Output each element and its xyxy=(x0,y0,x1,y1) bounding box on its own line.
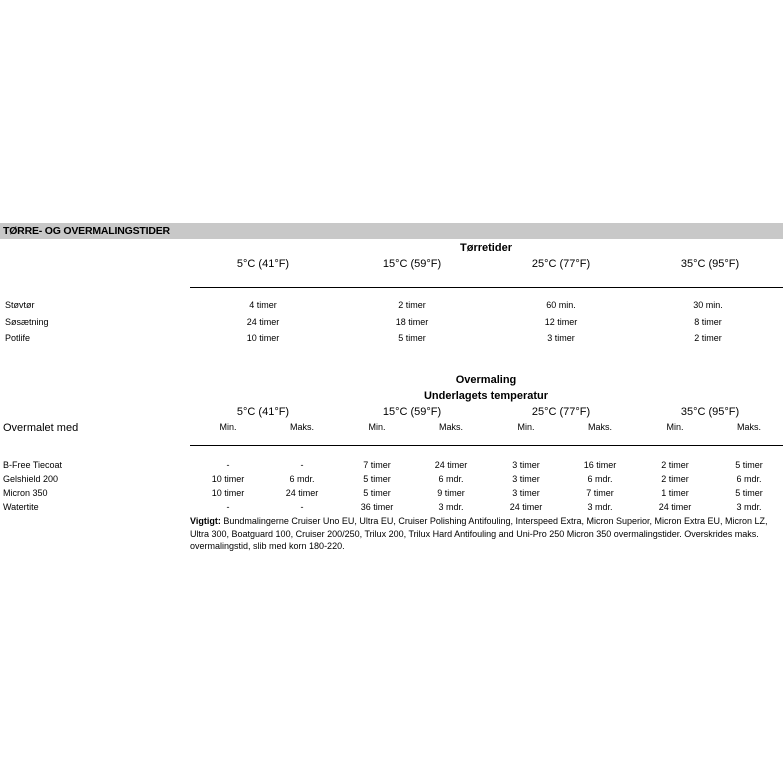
note-text: Bundmalingerne Cruiser Uno EU, Ultra EU, Cruiser Polishing Antifouling, Interspeed Extra, Micron Superior, Micron Extra EU, Micron LZ, Ultra 300, Boatguard 100, Cruiser 200/250, Trilux 200, Trilux Hard Antifouling and Uni-Pro 250 Micron 350 overmalingstider. Overskrides maks. overmalingstid, slib med korn 180-220. xyxy=(190,516,768,551)
overcoat-cell: 6 mdr. xyxy=(736,474,762,484)
drying-row-label: Søsætning xyxy=(5,317,49,327)
overcoat-cell: 10 timer xyxy=(211,474,245,484)
drying-cell: 5 timer xyxy=(398,333,426,343)
max-header: Maks. xyxy=(438,422,464,432)
overcoat-subtitle: Underlagets temperatur xyxy=(423,390,549,402)
min-header: Min. xyxy=(219,422,237,432)
drying-cell: 12 timer xyxy=(544,317,578,327)
overcoat-row-label: Watertite xyxy=(3,502,39,512)
overcoat-temp-header: 15°C (59°F) xyxy=(382,406,442,418)
overcoat-cell: 16 timer xyxy=(583,460,617,470)
section-title: TØRRE- OG OVERMALINGSTIDER xyxy=(3,225,170,237)
drying-cell: 2 timer xyxy=(398,300,426,310)
overcoat-cell: 24 timer xyxy=(658,502,692,512)
overcoat-cell: 24 timer xyxy=(285,488,319,498)
overcoat-cell: 7 timer xyxy=(586,488,614,498)
drying-cell: 3 timer xyxy=(547,333,575,343)
overcoat-cell: 6 mdr. xyxy=(438,474,464,484)
drying-row-label: Støvtør xyxy=(5,300,35,310)
overcoat-temp-header: 25°C (77°F) xyxy=(531,406,591,418)
drying-temp-header: 25°C (77°F) xyxy=(531,258,591,270)
drying-cell: 30 min. xyxy=(693,300,723,310)
overcoat-cell: 5 timer xyxy=(735,460,763,470)
drying-temp-header: 35°C (95°F) xyxy=(680,258,740,270)
overcoat-cell: 24 timer xyxy=(434,460,468,470)
overcoat-cell: 3 timer xyxy=(512,460,540,470)
drying-temp-header: 15°C (59°F) xyxy=(382,258,442,270)
overcoat-row-label: B-Free Tiecoat xyxy=(3,460,63,470)
overcoat-cell: 1 timer xyxy=(661,488,689,498)
important-note xyxy=(190,515,783,553)
overcoat-cell: 7 timer xyxy=(363,460,391,470)
drying-temp-header: 5°C (41°F) xyxy=(236,258,290,270)
overcoat-cell: 3 mdr. xyxy=(736,502,762,512)
section-header-bar xyxy=(0,223,783,239)
drying-cell: 60 min. xyxy=(546,300,576,310)
overcoat-cell: 3 mdr. xyxy=(438,502,464,512)
overcoat-cell: - xyxy=(226,502,230,512)
overcoat-cell: 5 timer xyxy=(363,488,391,498)
drying-row-label: Potlife xyxy=(5,333,31,343)
drying-cell: 4 timer xyxy=(249,300,277,310)
overcoat-row-header: Overmalet med xyxy=(3,422,79,434)
min-header: Min. xyxy=(368,422,386,432)
overcoat-cell: 3 timer xyxy=(512,474,540,484)
min-header: Min. xyxy=(666,422,684,432)
overcoat-cell: 5 timer xyxy=(735,488,763,498)
overcoat-cell: 3 timer xyxy=(512,488,540,498)
overcoat-title: Overmaling xyxy=(455,374,517,386)
note-label: Vigtigt: xyxy=(190,516,221,526)
overcoat-cell: 24 timer xyxy=(509,502,543,512)
overcoat-cell: 9 timer xyxy=(437,488,465,498)
overcoat-cell: - xyxy=(300,460,304,470)
overcoat-cell: 5 timer xyxy=(363,474,391,484)
max-header: Maks. xyxy=(736,422,762,432)
max-header: Maks. xyxy=(289,422,315,432)
overcoat-cell: - xyxy=(300,502,304,512)
min-header: Min. xyxy=(517,422,535,432)
overcoat-cell: 6 mdr. xyxy=(587,474,613,484)
overcoat-cell: 2 timer xyxy=(661,474,689,484)
drying-header-divider xyxy=(190,287,783,288)
overcoat-cell: 3 mdr. xyxy=(587,502,613,512)
overcoat-row-label: Micron 350 xyxy=(3,488,48,498)
drying-title: Tørretider xyxy=(460,242,512,254)
overcoat-cell: - xyxy=(226,460,230,470)
overcoat-cell: 2 timer xyxy=(661,460,689,470)
max-header: Maks. xyxy=(587,422,613,432)
drying-cell: 2 timer xyxy=(694,333,722,343)
overcoat-cell: 36 timer xyxy=(360,502,394,512)
overcoat-row-label: Gelshield 200 xyxy=(3,474,59,484)
drying-cell: 8 timer xyxy=(694,317,722,327)
drying-cell: 10 timer xyxy=(246,333,280,343)
overcoat-temp-header: 5°C (41°F) xyxy=(236,406,290,418)
overcoat-temp-header: 35°C (95°F) xyxy=(680,406,740,418)
drying-cell: 18 timer xyxy=(395,317,429,327)
drying-cell: 24 timer xyxy=(246,317,280,327)
overcoat-cell: 10 timer xyxy=(211,488,245,498)
overcoat-cell: 6 mdr. xyxy=(289,474,315,484)
overcoat-header-divider xyxy=(190,445,783,446)
